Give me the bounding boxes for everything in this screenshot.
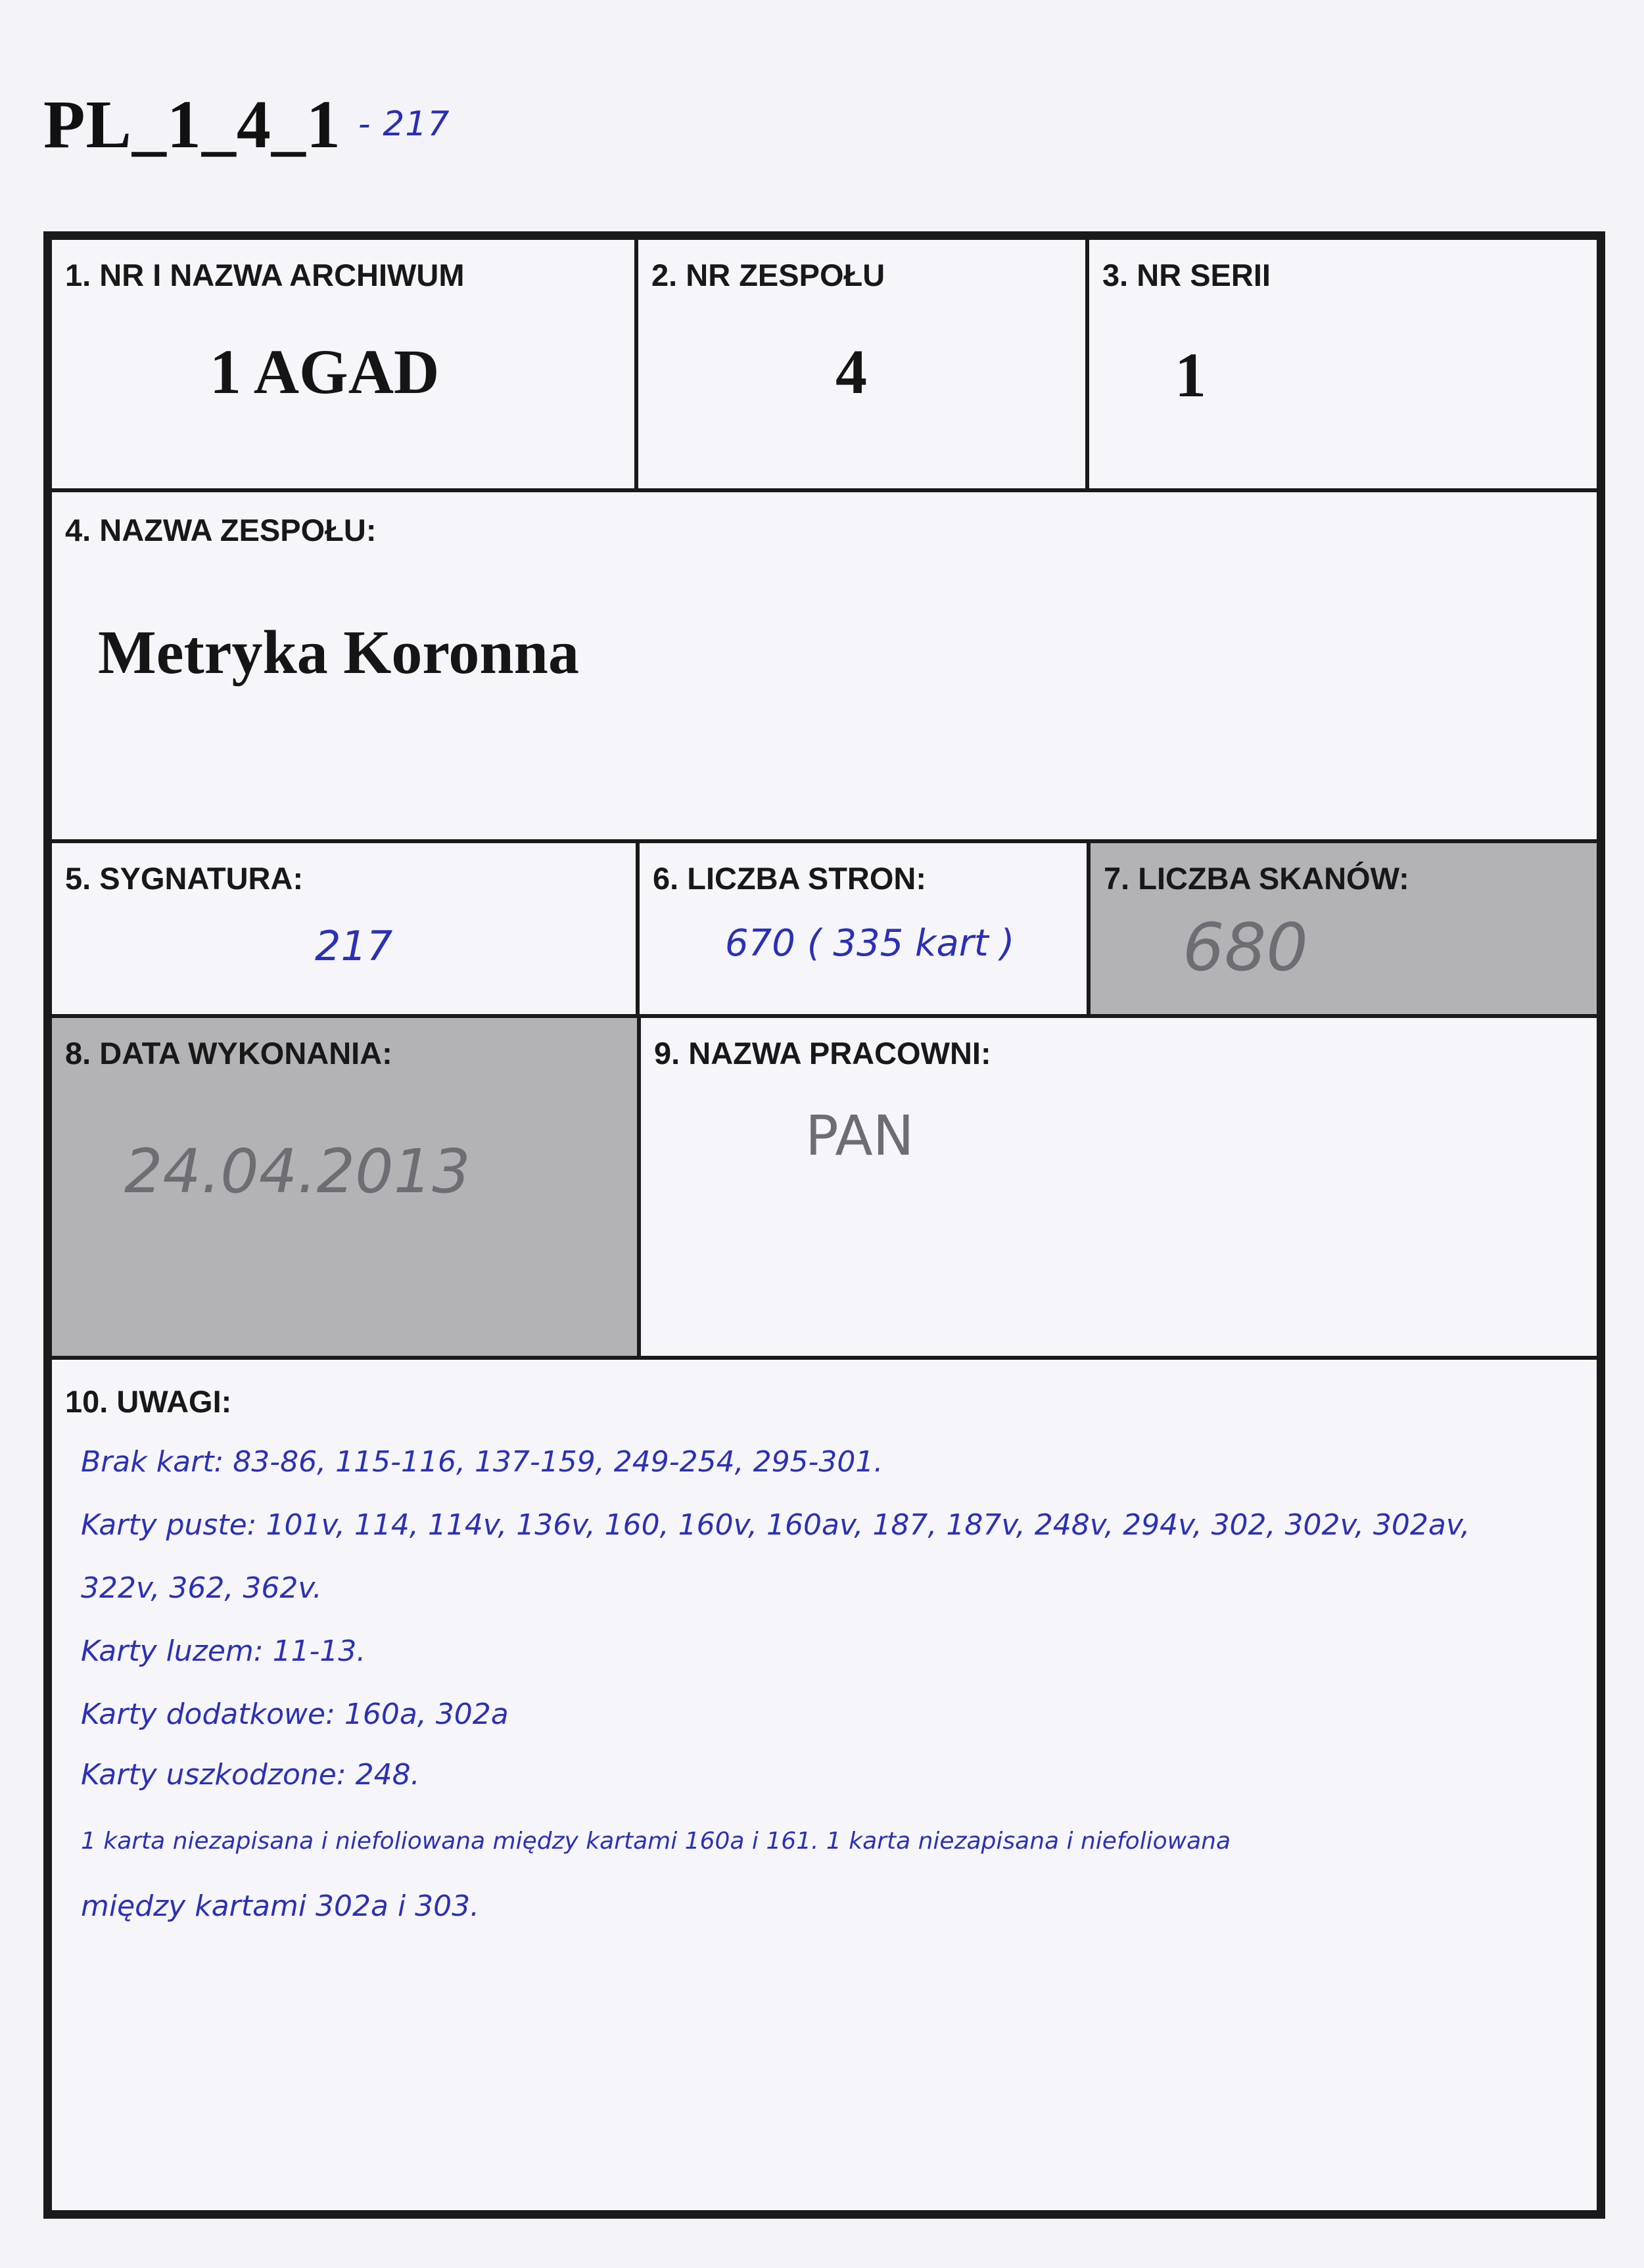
series-number-value: 1 xyxy=(1175,340,1206,410)
remarks-line: między kartami 302a i 303. xyxy=(81,1889,480,1923)
archive-value: 1 AGAD xyxy=(210,336,440,407)
scan-count-label: 7. LICZBA SKANÓW: xyxy=(1104,861,1409,896)
document-code xyxy=(43,85,450,164)
workshop-cell xyxy=(637,1014,1601,1360)
fond-name-value: Metryka Koronna xyxy=(98,618,579,687)
workshop-label: 9. NAZWA PRACOWNI: xyxy=(654,1036,991,1071)
fond-name-cell xyxy=(48,488,1601,843)
document-code-text: PL_1_4_1 xyxy=(43,87,341,162)
remarks-line: Brak kart: 83-86, 115-116, 137-159, 249-254, 295-301. xyxy=(81,1445,883,1479)
date-label: 8. DATA WYKONANIA: xyxy=(65,1036,392,1071)
fond-number-value: 4 xyxy=(835,336,867,407)
signature-value: 217 xyxy=(315,922,393,970)
date-cell xyxy=(48,1014,641,1360)
remarks-label: 10. UWAGI: xyxy=(65,1384,232,1419)
remarks-line: 322v, 362, 362v. xyxy=(81,1571,322,1605)
page-count-label: 6. LICZBA STRON: xyxy=(653,861,927,896)
handwritten-suffix: - 217 xyxy=(358,104,450,144)
fond-number-cell xyxy=(634,236,1089,492)
remarks-cell xyxy=(48,1356,1601,2214)
scan-count-value: 680 xyxy=(1183,909,1308,986)
page-count-value: 670 ( 335 kart ) xyxy=(725,922,1015,965)
remarks-line: Karty puste: 101v, 114, 114v, 136v, 160, 160v, 160av, 187, 187v, 248v, 294v, 302, 302v, 302av, xyxy=(81,1508,1470,1542)
signature-cell xyxy=(48,839,640,1018)
page-count-cell xyxy=(636,839,1091,1018)
remarks-line: Karty dodatkowe: 160a, 302a xyxy=(81,1698,509,1731)
scan-count-cell xyxy=(1087,839,1601,1018)
signature-label: 5. SYGNATURA: xyxy=(65,861,304,896)
archive-label: 1. NR I NAZWA ARCHIWUM xyxy=(65,258,465,292)
series-number-label: 3. NR SERII xyxy=(1102,258,1271,292)
fond-number-label: 2. NR ZESPOŁU xyxy=(651,258,885,292)
series-number-cell xyxy=(1085,236,1601,492)
workshop-value: PAN xyxy=(805,1103,914,1168)
remarks-line: Karty luzem: 11-13. xyxy=(81,1634,366,1668)
remarks-line: Karty uszkodzone: 248. xyxy=(81,1758,420,1792)
metadata-form xyxy=(43,231,1605,2219)
remarks-line: 1 karta niezapisana i niefoliowana między kartami 160a i 161. 1 karta niezapisana i niefoliowana xyxy=(81,1828,1231,1855)
date-value: 24.04.2013 xyxy=(124,1136,471,1207)
fond-name-label: 4. NAZWA ZESPOŁU: xyxy=(65,513,377,547)
archive-cell xyxy=(48,236,638,492)
